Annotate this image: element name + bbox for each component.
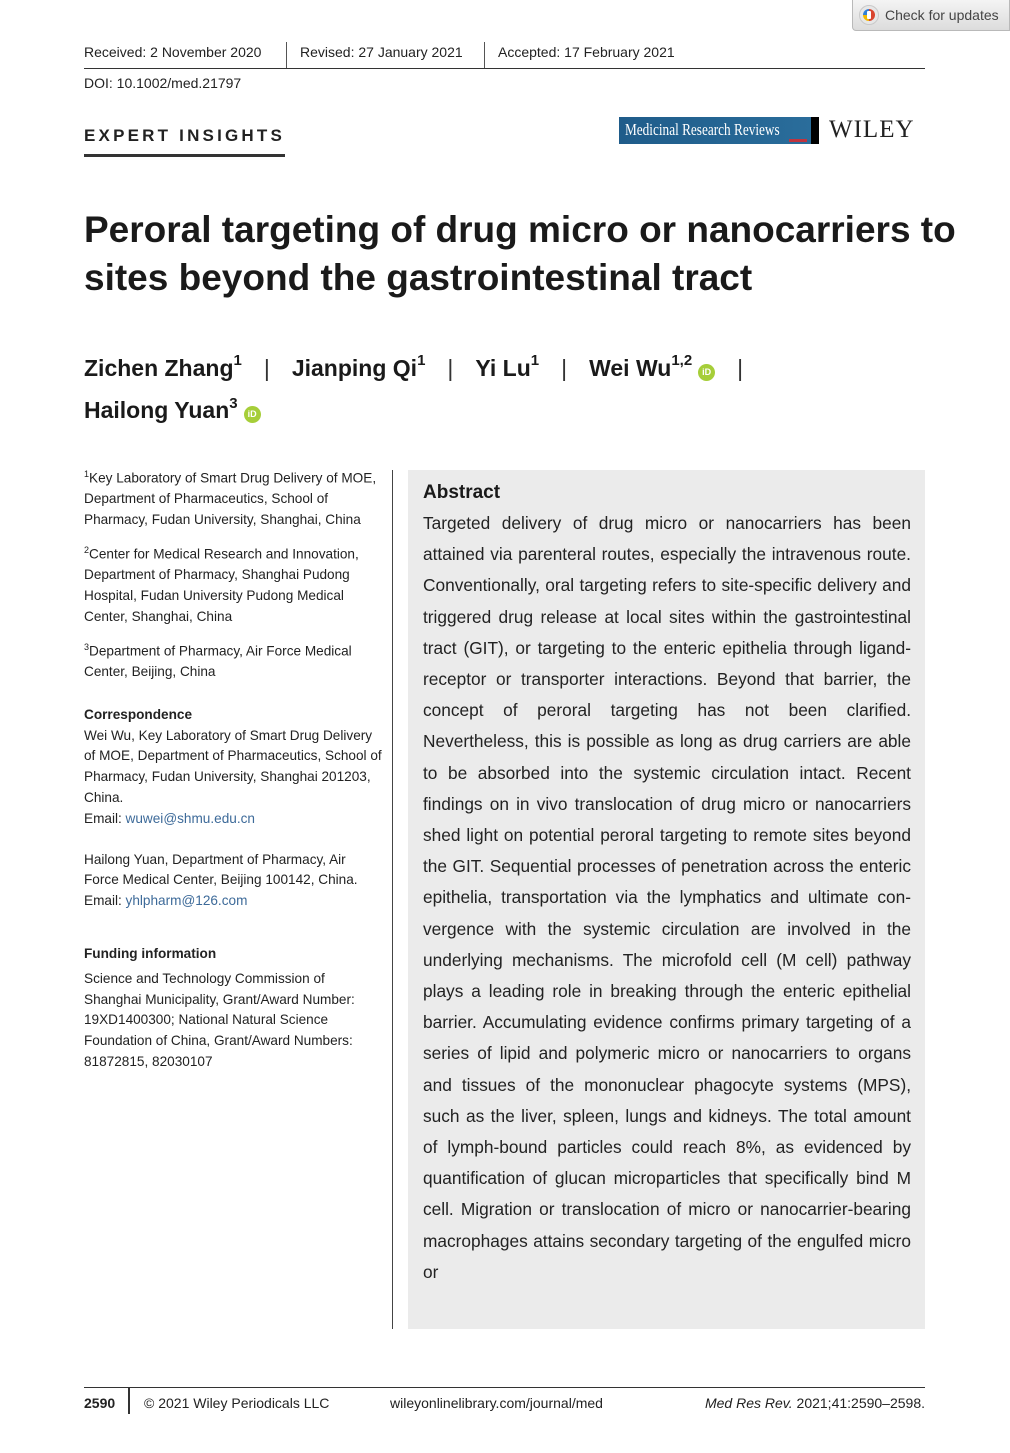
page-footer bbox=[84, 1387, 925, 1418]
author-affiliation-mark: 1 bbox=[530, 352, 540, 369]
journal-logo-block bbox=[811, 117, 819, 144]
accepted-date: Accepted: 17 February 2021 bbox=[498, 44, 675, 60]
author-affiliation-mark: 1 bbox=[417, 352, 426, 369]
journal-logo-accent bbox=[789, 139, 807, 142]
author-name: Yi Lu bbox=[475, 354, 531, 381]
journal-url[interactable]: wileyonlinelibrary.com/journal/med bbox=[390, 1395, 603, 1411]
email-link[interactable]: yhlpharm@126.com bbox=[125, 893, 248, 909]
affiliation bbox=[84, 464, 384, 531]
divider bbox=[484, 42, 485, 68]
divider bbox=[128, 1388, 130, 1414]
spacer bbox=[84, 830, 384, 850]
author-affiliation-mark: 1,2 bbox=[671, 352, 693, 369]
affiliation-text: Department of Pharmacy, Air Force Medical Center, Beijing, China bbox=[84, 643, 352, 679]
email-link[interactable]: wuwei@shmu.edu.cn bbox=[125, 810, 255, 826]
column-divider bbox=[392, 470, 393, 1329]
author-name: Zichen Zhang bbox=[84, 354, 234, 381]
orcid-icon[interactable]: iD bbox=[698, 364, 715, 381]
correspondence-heading: Correspondence bbox=[84, 706, 193, 722]
citation bbox=[705, 1395, 925, 1411]
affiliation-mark: 3 bbox=[84, 641, 90, 652]
affiliation-mark: 1 bbox=[84, 469, 90, 479]
publisher-logo[interactable]: WILEY bbox=[829, 116, 915, 143]
check-for-updates-label: Check for updates bbox=[885, 7, 999, 23]
crossmark-icon bbox=[859, 5, 879, 25]
divider bbox=[286, 42, 287, 68]
author-separator: | bbox=[561, 354, 568, 381]
funding-heading: Funding information bbox=[84, 945, 217, 961]
author-name: Hailong Yuan bbox=[84, 397, 230, 424]
received-date: Received: 2 November 2020 bbox=[84, 44, 262, 60]
author-affiliation-mark: 1 bbox=[233, 352, 242, 369]
email-label: Email: bbox=[84, 893, 126, 909]
article-title: Peroral targeting of drug micro or nanocarriers to sites beyond the gastrointestinal tract bbox=[84, 209, 956, 298]
author-affiliation-mark: 3 bbox=[229, 394, 238, 412]
email-label: Email: bbox=[84, 810, 126, 826]
orcid-icon[interactable]: iD bbox=[244, 406, 261, 423]
page-number: 2590 bbox=[84, 1395, 116, 1411]
correspondence-email-line bbox=[84, 891, 384, 912]
correspondence-entry: Hailong Yuan, Department of Pharmacy, Air Force Medical Center, Beijing 100142, China. bbox=[84, 851, 358, 888]
journal-logo[interactable] bbox=[619, 117, 819, 144]
affiliation bbox=[84, 540, 384, 628]
abstract-heading: Abstract bbox=[423, 482, 501, 503]
journal-abbreviation: Med Res Rev. bbox=[704, 1395, 793, 1411]
abstract-text: Targeted delivery of drug micro or nanocarriers has been attained via parenteral routes, especially the intravenous route. Conventionally, oral targeting refers to site-specific delivery and triggered drug release at local sites within the gastrointestinal tract (GIT), or targeting to the enteric epithelia through ligand-receptor or transporter interactions. Beyond that barrier, the concept of peroral targeting has not been clarified. Nevertheless, this is possible as long as drug carriers are able to be absorbed into the systemic circulation intact. Recent findings on in vivo translocation of drug micro or nanocarriers shed light on potential peroral targeting to remote sites beyond the GIT. Sequential processes of penetration across the enteric epithelia, transportation via the lymphatics and ultimate convergence with the systemic circulation are involved in the underlying mechanisms. The microfold cell (M cell) pathway plays a leading role in breaking through the enteric epithelial barrier. Accumulating evidence confirms primary targeting of a series of lipid and polymeric micro or nanocarriers to organs and tissues of the mononuclear phagocyte systems (MPS), such as the liver, spleen, lungs and kidneys. The total amount of lymph-bound particles could reach 8%, as evidenced by quantification of glucan microparticles that specifically bind M cell. Migration or translocation of micro or nanocarrier-bearing macrophages attains secondary targeting of the engulfed micro or bbox=[423, 513, 911, 1282]
funding-text: Science and Technology Commission of Shanghai Municipality, Grant/Award Number: 19XD1400300; National Natural Science Foundation of China, Grant/Award Numbers: 81872815, 82030107 bbox=[84, 970, 355, 1069]
author-name: Jianping Qi bbox=[291, 354, 418, 381]
author[interactable] bbox=[589, 352, 715, 381]
author-separator: | bbox=[737, 354, 744, 381]
affiliation-text: Center for Medical Research and Innovation, Department of Pharmacy, Shanghai Pudong Hospital, Fudan University Pudong Medical Center, Shanghai, China bbox=[84, 546, 359, 624]
doi[interactable]: DOI: 10.1002/med.21797 bbox=[84, 75, 242, 91]
copyright: © 2021 Wiley Periodicals LLC bbox=[144, 1395, 330, 1411]
affiliation bbox=[84, 637, 384, 683]
affiliation-mark: 2 bbox=[84, 544, 90, 555]
affiliation-text: Key Laboratory of Smart Drug Delivery of MOE, Department of Pharmaceutics, School of Pharmacy, Fudan University, Shanghai, China bbox=[84, 470, 377, 528]
correspondence-email-line bbox=[84, 809, 384, 830]
article-info-column bbox=[84, 464, 384, 1073]
author[interactable] bbox=[291, 352, 426, 381]
author[interactable] bbox=[84, 352, 242, 381]
abstract-box bbox=[408, 470, 925, 1329]
citation-details: 2021;41:2590–2598. bbox=[792, 1395, 925, 1411]
author-separator: | bbox=[263, 354, 270, 381]
journal-name: Medicinal Research Reviews bbox=[625, 120, 780, 139]
author-name: Wei Wu bbox=[589, 354, 672, 381]
check-for-updates-button[interactable] bbox=[852, 0, 1010, 31]
section-label: EXPERT INSIGHTS bbox=[84, 126, 285, 157]
author-list bbox=[84, 344, 944, 429]
author[interactable] bbox=[84, 394, 261, 424]
author-separator: | bbox=[447, 354, 454, 381]
revised-date: Revised: 27 January 2021 bbox=[300, 44, 463, 60]
correspondence-entry: Wei Wu, Key Laboratory of Smart Drug Delivery of MOE, Department of Pharmaceutics, School of Pharmacy, Fudan University, Shanghai 201203, China. bbox=[84, 727, 382, 805]
author[interactable] bbox=[475, 352, 540, 381]
dates-bar bbox=[84, 42, 925, 69]
